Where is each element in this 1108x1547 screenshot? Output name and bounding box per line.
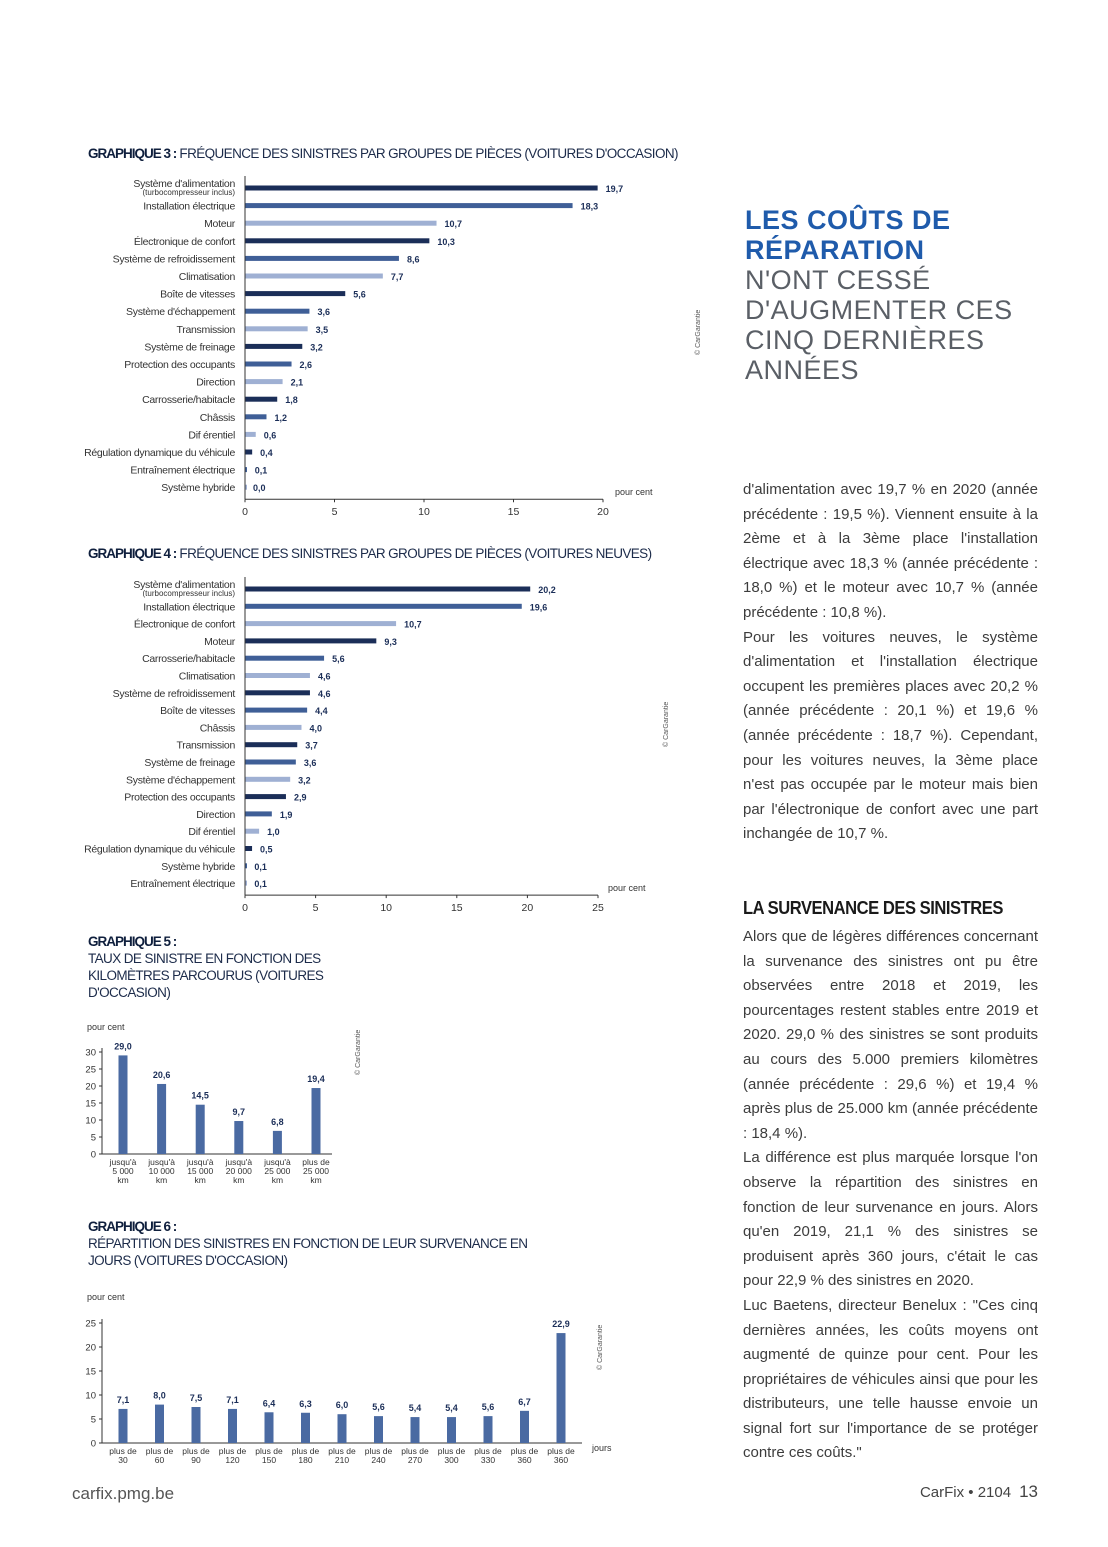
bar	[245, 638, 376, 643]
x-category-label: 240	[371, 1455, 386, 1465]
data-label: 9,3	[384, 636, 397, 647]
data-label: 6,4	[262, 1398, 276, 1409]
data-label: 3,5	[315, 324, 329, 335]
y-tick-label: 30	[85, 1047, 96, 1059]
bar	[245, 256, 399, 261]
category-label: Installation électrique	[143, 601, 235, 614]
data-label: 2,9	[293, 792, 307, 803]
y-tick-label: 20	[85, 1342, 96, 1354]
data-label: 0,1	[254, 861, 267, 872]
bar	[301, 1413, 310, 1443]
graph3-label: GRAPHIQUE 3 :	[88, 146, 177, 161]
bar	[338, 1414, 347, 1443]
x-tick-label: 25	[592, 902, 604, 915]
body-paragraph: d'alimentation avec 19,7 % en 2020 (année précédente : 19,5 %). Viennent ensuite à la 2ème et à la 3ème place l'installation électrique avec 18,3 % (année précédente : 18,0 %) et le moteur avec 10,7 % (année précédente : 10,8 %).	[743, 481, 1038, 621]
data-label: 0,5	[260, 844, 273, 855]
y-tick-label: 10	[85, 1390, 96, 1402]
category-label: Électronique de confort	[133, 235, 235, 248]
bar	[484, 1416, 493, 1443]
graph4-chart	[60, 572, 720, 917]
data-label: 5,6	[353, 289, 366, 300]
bar	[312, 1088, 321, 1154]
category-label: Électronique de confort	[133, 618, 235, 631]
bar	[557, 1333, 566, 1443]
bar	[245, 238, 429, 243]
headline-line6: ANNÉES	[745, 355, 860, 385]
bar	[245, 708, 307, 713]
x-tick-label: 20	[597, 506, 609, 519]
category-label: Direction	[196, 808, 235, 821]
category-label: Régulation dynamique du véhicule	[84, 447, 235, 459]
x-category-label: plus de	[255, 1446, 283, 1456]
x-category-label: plus de	[547, 1446, 575, 1456]
unit-label: pour cent	[87, 1292, 125, 1302]
bar	[245, 656, 324, 661]
data-label: 3,2	[298, 775, 311, 786]
data-label: 5,4	[408, 1403, 422, 1414]
data-label: 1,2	[274, 412, 287, 423]
data-label: 20,2	[538, 585, 556, 595]
x-category-label: 270	[407, 1455, 423, 1465]
graph3-title-text: FRÉQUENCE DES SINISTRES PAR GROUPES DE PIÈCES (VOITURES D'OCCASION)	[179, 146, 678, 161]
y-tick-label: 20	[85, 1081, 96, 1093]
data-label: 10,3	[437, 236, 455, 247]
category-label: Boîte de vitesses	[160, 705, 235, 718]
headline-line2: RÉPARATION	[745, 235, 925, 265]
headline-line3: N'ONT CESSÉ	[745, 265, 931, 295]
x-category-label: plus de	[328, 1446, 356, 1456]
bar	[245, 587, 530, 592]
data-label: 0,1	[254, 465, 268, 476]
data-label: 7,1	[226, 1394, 239, 1405]
x-category-label: km	[155, 1175, 168, 1185]
x-category-label: jusqu'à	[225, 1157, 253, 1167]
x-category-label: 10 000	[148, 1166, 175, 1176]
bar	[245, 309, 309, 314]
footer-magazine-name: CarFix • 2104	[919, 1484, 1012, 1501]
bar	[245, 432, 256, 437]
graph4-title	[88, 545, 651, 562]
data-label: 5,6	[481, 1402, 495, 1413]
category-label: Climatisation	[178, 271, 235, 283]
bar	[245, 379, 283, 384]
data-label: 20,6	[152, 1069, 171, 1080]
data-label: 29,0	[114, 1041, 132, 1052]
data-label: 4,4	[315, 706, 328, 717]
bar	[192, 1407, 201, 1443]
x-category-label: 330	[480, 1455, 496, 1465]
body-paragraph: Alors que de légères différences concernant la survenance des sinistres ont pu être observées entre 2018 et 2019, les pourcentages restent stables entre 2019 et 2020. 29,0 % des sinistres se sont produits au cours des 5.000 premiers kilomètres (année précédente : 29,6 %) et 19,4 % après plus de 25.000 km (année précédente : 18,4 %).	[743, 928, 1038, 1142]
data-label: 10,7	[444, 219, 463, 230]
x-tick-label: 20	[521, 902, 534, 915]
headline	[745, 205, 1045, 385]
category-label: Châssis	[199, 411, 235, 424]
data-label: 1,8	[285, 395, 298, 406]
bar	[245, 777, 290, 782]
x-category-label: plus de	[109, 1446, 137, 1456]
x-category-label: km	[271, 1175, 284, 1185]
x-category-label: 30	[118, 1455, 128, 1465]
x-tick-label: 10	[380, 902, 393, 915]
y-tick-label: 5	[90, 1132, 96, 1144]
category-label: Entraînement électrique	[130, 464, 235, 477]
body-text-2	[743, 925, 1038, 1466]
section-heading: LA SURVENANCE DES SINISTRES	[743, 898, 1003, 918]
credit-label: © CarGarantie	[597, 1324, 604, 1370]
unit-label: pour cent	[615, 487, 653, 498]
headline-line1: LES COÛTS DE	[745, 205, 951, 235]
bar	[245, 811, 272, 816]
x-category-label: km	[194, 1175, 206, 1185]
bar	[245, 794, 286, 799]
data-label: 10,7	[404, 619, 422, 630]
data-label: 8,6	[406, 254, 420, 265]
bar	[245, 221, 437, 226]
category-label: Système de freinage	[144, 341, 235, 354]
x-category-label: km	[233, 1175, 245, 1185]
x-category-label: plus de	[291, 1446, 320, 1456]
category-label: Régulation dynamique du véhicule	[84, 843, 235, 856]
graph6-title	[88, 1218, 558, 1269]
bar	[155, 1405, 164, 1443]
category-label: Système de refroidissement	[112, 253, 235, 266]
x-category-label: km	[117, 1175, 129, 1185]
x-category-label: 60	[154, 1455, 165, 1465]
data-label: 14,5	[191, 1090, 209, 1101]
x-category-label: 210	[334, 1455, 350, 1465]
bar	[157, 1084, 166, 1154]
y-tick-label: 0	[90, 1438, 96, 1450]
data-label: 8,0	[153, 1390, 166, 1401]
bar	[245, 414, 266, 419]
data-label: 7,1	[116, 1394, 130, 1405]
data-label: 19,4	[307, 1074, 325, 1085]
data-label: 1,0	[267, 827, 280, 838]
data-label: 4,0	[309, 723, 322, 734]
unit-label: pour cent	[608, 883, 646, 894]
data-label: 5,6	[372, 1402, 385, 1413]
category-label: Système hybride	[161, 860, 235, 873]
bar	[245, 291, 345, 296]
category-label: Système d'alimentation	[133, 579, 235, 591]
category-label: Protection des occupants	[124, 791, 235, 804]
graph4-title-text: FRÉQUENCE DES SINISTRES PAR GROUPES DE PIÈCES (VOITURES NEUVES)	[179, 546, 652, 561]
x-category-label: 360	[553, 1455, 569, 1465]
category-label: Climatisation	[178, 670, 235, 683]
bar	[245, 326, 308, 331]
category-label: Direction	[196, 376, 235, 389]
category-label: Système de refroidissement	[112, 687, 235, 700]
graph5-title-text: TAUX DE SINISTRE EN FONCTION DES KILOMÈTRES PARCOURUS (VOITURES D'OCCASION)	[88, 951, 324, 1000]
graph5-chart	[60, 1015, 380, 1195]
x-category-label: jusqu'à	[148, 1157, 175, 1167]
bar	[265, 1412, 274, 1443]
headline-line5: CINQ DERNIÈRES	[745, 325, 985, 355]
category-label: Entraînement électrique	[130, 878, 235, 891]
x-tick-label: 10	[418, 506, 430, 519]
bar	[245, 673, 310, 678]
data-label: 3,6	[303, 758, 317, 768]
x-category-label: 15 000	[187, 1166, 214, 1176]
body-text-1	[743, 478, 1038, 847]
x-category-label: 20 000	[225, 1166, 252, 1176]
credit-label: © CarGarantie	[355, 1029, 362, 1075]
category-label: Système d'alimentation	[133, 178, 235, 190]
category-label: Transmission	[176, 323, 235, 336]
bar	[245, 362, 292, 367]
page-number: 13	[1019, 1482, 1038, 1501]
x-category-label: plus de	[145, 1446, 174, 1456]
bar	[245, 621, 396, 626]
y-tick-label: 25	[85, 1318, 96, 1330]
data-label: 1,9	[279, 809, 293, 820]
x-category-label: plus de	[218, 1446, 247, 1456]
x-tick-label: 5	[331, 506, 338, 519]
bar	[411, 1417, 420, 1443]
category-sublabel: (turbocompresseur inclus)	[142, 589, 235, 598]
bar	[245, 274, 383, 279]
x-category-label: plus de	[364, 1446, 393, 1456]
data-label: 0,6	[263, 430, 277, 441]
x-category-label: 25 000	[303, 1166, 329, 1176]
x-category-label: plus de	[302, 1157, 330, 1167]
data-label: 2,6	[299, 360, 313, 370]
unit-label: pour cent	[87, 1022, 125, 1032]
x-category-label: plus de	[437, 1446, 466, 1456]
data-label: 5,6	[332, 654, 345, 665]
bar	[119, 1055, 128, 1154]
x-category-label: jusqu'à	[109, 1157, 137, 1167]
data-label: 9,7	[232, 1107, 246, 1118]
data-label: 22,9	[552, 1319, 570, 1330]
y-tick-label: 15	[85, 1098, 96, 1110]
category-sublabel: (turbocompresseur inclus)	[142, 188, 235, 197]
y-tick-label: 10	[85, 1115, 96, 1127]
category-label: Moteur	[204, 635, 235, 648]
footer-magazine	[920, 1482, 1038, 1502]
x-tick-label: 0	[242, 902, 248, 915]
x-category-label: 25 000	[264, 1166, 291, 1176]
graph5-label: GRAPHIQUE 5 :	[88, 934, 177, 949]
data-label: 4,6	[317, 671, 331, 682]
bar	[245, 829, 259, 834]
bar	[245, 450, 252, 455]
x-category-label: 120	[225, 1455, 240, 1465]
data-label: 0,4	[260, 448, 273, 458]
bar	[245, 604, 522, 609]
x-tick-label: 0	[242, 506, 248, 519]
x-category-label: km	[310, 1175, 322, 1185]
bar	[245, 846, 252, 851]
bar	[228, 1409, 237, 1443]
category-label: Système d'échappement	[126, 306, 235, 319]
data-label: 3,6	[317, 307, 330, 318]
bar	[245, 725, 301, 730]
graph5-title	[88, 933, 348, 1001]
data-label: 7,5	[189, 1393, 203, 1403]
bar	[447, 1417, 456, 1443]
credit-label: © CarGarantie	[663, 701, 670, 747]
x-tick-label: 15	[450, 902, 463, 915]
x-tick-label: 15	[507, 506, 520, 519]
bar	[374, 1416, 383, 1443]
x-unit-label: jours	[592, 1443, 612, 1453]
body-paragraph: Luc Baetens, directeur Benelux : "Ces cinq dernières années, les coûts moyens ont augmenté de quinze pour cent. Pour les propriétaires de véhicules ainsi que pour les distributeurs, une telle hausse envoie un signal fort sur l'importance de se protéger contre ces coûts."	[743, 1296, 1038, 1462]
graph3-title	[88, 145, 678, 162]
data-label: 6,0	[335, 1400, 349, 1411]
x-tick-label: 5	[312, 902, 319, 915]
category-label: Système d'échappement	[126, 774, 235, 787]
data-label: 18,3	[580, 201, 599, 212]
category-label: Protection des occupants	[124, 359, 235, 371]
data-label: 0,1	[254, 879, 267, 890]
bar	[245, 760, 296, 765]
y-tick-label: 25	[85, 1064, 96, 1076]
bar	[245, 397, 277, 402]
data-label: 6,7	[518, 1396, 531, 1407]
y-tick-label: 15	[85, 1366, 96, 1378]
category-label: Moteur	[204, 218, 235, 231]
y-tick-label: 5	[90, 1414, 96, 1426]
data-label: 3,7	[305, 740, 318, 751]
category-label: Carrosserie/habitacle	[142, 653, 235, 666]
x-category-label: jusqu'à	[264, 1157, 291, 1167]
bar	[196, 1105, 205, 1154]
data-label: 19,6	[529, 602, 548, 613]
category-label: Dif érentiel	[188, 826, 235, 839]
credit-label: © CarGarantie	[695, 309, 702, 355]
bar	[245, 186, 598, 191]
data-label: 19,7	[605, 184, 624, 194]
x-category-label: 180	[298, 1455, 313, 1465]
graph4-label: GRAPHIQUE 4 :	[88, 546, 177, 561]
graph6-title-text: RÉPARTITION DES SINISTRES EN FONCTION DE LEUR SURVENANCE EN JOURS (VOITURES D'OCCASION)	[88, 1236, 528, 1268]
category-label: Dif érentiel	[188, 429, 235, 442]
x-category-label: 360	[517, 1455, 532, 1465]
y-tick-label: 0	[90, 1149, 96, 1161]
graph3-chart	[60, 170, 720, 525]
body-paragraph: Pour les voitures neuves, le système d'alimentation et l'installation électrique occupent les premières places avec 20,2 % (année précédente : 20,1 %) et 19,6 % (année précédente : 18,7 %). Cependant, pour les voitures neuves, la 3ème place n'est pas occupée par le moteur mais bien par l'électronique de confort avec une part inchangée de 10,7 %.	[743, 628, 1038, 843]
headline-line4: D'AUGMENTER CES	[745, 295, 1013, 325]
x-category-label: plus de	[474, 1446, 502, 1456]
data-label: 0,0	[253, 483, 266, 494]
x-category-label: plus de	[510, 1446, 539, 1456]
body-paragraph: La différence est plus marquée lorsque l'on observe la répartition des sinistres en fonction de leur survenance en jours. Alors qu'en 2019, 21,1 % des sinistres se produisent après 360 jours, c'était le cas pour 22,9 % des sinistres en 2020.	[743, 1149, 1038, 1290]
bar	[119, 1409, 128, 1443]
category-label: Transmission	[176, 739, 235, 752]
data-label: 2,1	[290, 377, 304, 388]
data-label: 5,4	[445, 1403, 458, 1414]
x-category-label: plus de	[182, 1446, 210, 1456]
x-category-label: 300	[444, 1455, 459, 1465]
bar	[245, 742, 297, 747]
data-label: 4,6	[317, 688, 331, 699]
bar	[234, 1121, 243, 1154]
category-label: Boîte de vitesses	[160, 288, 235, 301]
x-category-label: 150	[261, 1455, 277, 1465]
bar	[273, 1131, 282, 1154]
x-category-label: jusqu'à	[186, 1157, 214, 1167]
category-label: Carrosserie/habitacle	[142, 394, 235, 407]
footer-website: carfix.pmg.be	[72, 1484, 175, 1503]
bar	[245, 203, 573, 208]
bar	[520, 1411, 529, 1443]
data-label: 6,3	[299, 1398, 312, 1409]
bar	[245, 344, 302, 349]
category-label: Système de freinage	[144, 757, 235, 769]
graph6-chart	[60, 1290, 620, 1475]
bar	[245, 690, 310, 695]
x-category-label: plus de	[401, 1446, 429, 1456]
data-label: 3,2	[310, 342, 323, 353]
x-category-label: 5 000	[112, 1166, 134, 1176]
data-label: 6,8	[271, 1116, 284, 1127]
category-label: Système hybride	[161, 482, 235, 495]
data-label: 7,7	[390, 272, 404, 282]
graph6-label: GRAPHIQUE 6 :	[88, 1219, 177, 1234]
category-label: Installation électrique	[143, 200, 235, 213]
category-label: Châssis	[199, 722, 235, 735]
x-category-label: 90	[191, 1455, 201, 1465]
